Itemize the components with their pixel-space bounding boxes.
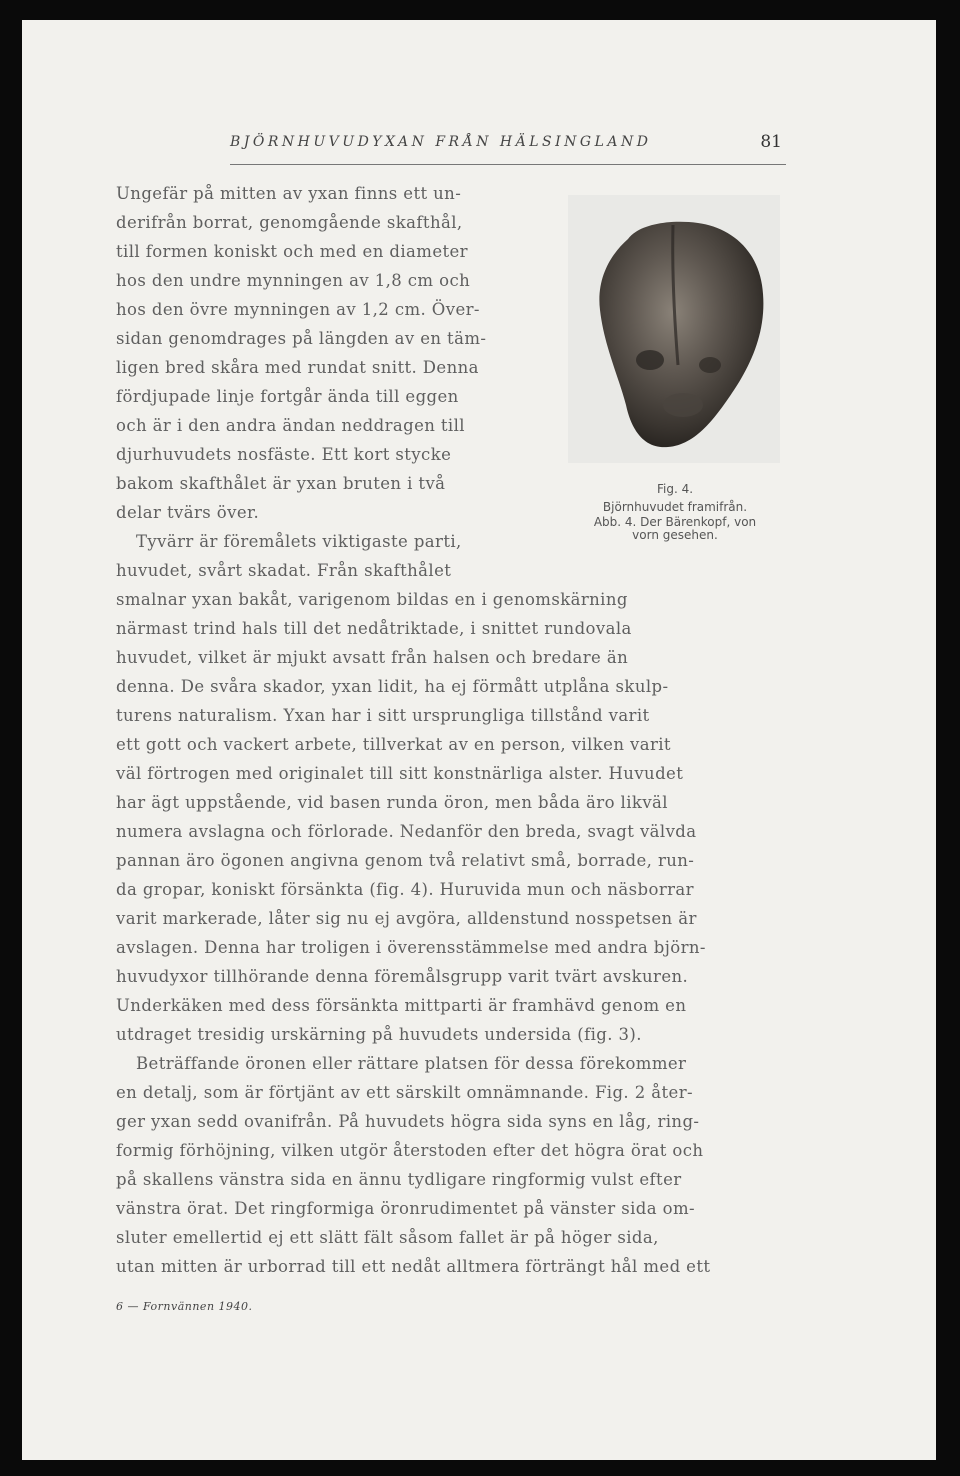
text-line: har ägt uppstående, vid basen runda öron, men båda äro likväl	[116, 793, 668, 812]
text-line: avslagen. Denna har troligen i överensstämmelse med andra björn-	[116, 938, 706, 957]
text-line: varit markerade, låter sig nu ej avgöra, alldenstund nosspetsen är	[116, 909, 697, 928]
text-line: huvudet, vilket är mjukt avsatt från halsen och bredare än	[116, 648, 629, 667]
text-line: huvudyxor tillhörande denna föremålsgrupp varit tvärt avskuren.	[116, 967, 689, 986]
text-line: formig förhöjning, vilken utgör återstoden efter det högra örat och	[116, 1141, 704, 1160]
text-line: till formen koniskt och med en diameter	[116, 242, 468, 261]
figure-label: Fig. 4.	[656, 482, 694, 496]
text-line: utan mitten är urborrad till ett nedåt alltmera förträngt hål med ett	[116, 1257, 711, 1276]
caption-swedish: Björnhuvudet framifrån.	[602, 500, 748, 514]
text-line: och är i den andra ändan neddragen till	[116, 416, 465, 435]
text-line: delar tvärs över.	[116, 503, 260, 522]
running-title: BJÖRNHUVUDYXAN FRÅN HÄLSINGLAND	[230, 134, 652, 150]
text-line: huvudet, svårt skadat. Från skafthålet	[116, 561, 452, 580]
text-line: fördjupade linje fortgår ända till eggen	[116, 387, 459, 406]
text-line: närmast trind hals till det nedåtriktade, i snittet rundovala	[116, 619, 632, 638]
bear-head-image	[568, 195, 780, 463]
figure-caption	[560, 480, 790, 542]
caption-german-line1: Abb. 4. Der Bärenkopf, von	[593, 515, 757, 529]
text-line: derifrån borrat, genomgående skafthål,	[116, 213, 463, 232]
text-line: en detalj, som är förtjänt av ett särskilt omnämnande. Fig. 2 åter-	[116, 1083, 693, 1102]
text-line: sluter emellertid ej ett slätt fält såsom fallet är på höger sida,	[116, 1228, 659, 1247]
text-line: ger yxan sedd ovanifrån. På huvudets högra sida syns en låg, ring-	[116, 1112, 700, 1131]
text-line: sidan genomdrages på längden av en täm-	[116, 329, 487, 348]
text-line: Ungefär på mitten av yxan finns ett un-	[116, 184, 462, 203]
text-line: turens naturalism. Yxan har i sitt ursprungliga tillstånd varit	[116, 706, 650, 725]
text-line: Beträffande öronen eller rättare platsen för dessa förekommer	[136, 1054, 687, 1073]
page-number: 81	[760, 132, 782, 152]
page-footer: 6 — Fornvännen 1940.	[116, 1300, 253, 1313]
text-line: väl förtrogen med originalet till sitt konstnärliga alster. Huvudet	[116, 764, 684, 783]
text-line: da gropar, koniskt försänkta (fig. 4). Huruvida mun och näsborrar	[116, 880, 694, 899]
text-line: ett gott och vackert arbete, tillverkat av en person, vilken varit	[116, 735, 671, 754]
figure-bear-head-photo	[568, 195, 780, 463]
text-line: vänstra örat. Det ringformiga öronrudimentet på vänster sida om-	[116, 1199, 695, 1218]
text-line: numera avslagna och förlorade. Nedanför den breda, svagt välvda	[116, 822, 697, 841]
running-header	[230, 134, 786, 165]
text-line: hos den övre mynningen av 1,2 cm. Över-	[116, 300, 480, 319]
text-line: bakom skafthålet är yxan bruten i två	[116, 474, 446, 493]
text-line: smalnar yxan bakåt, varigenom bildas en i genomskärning	[116, 590, 628, 609]
text-line: ligen bred skåra med rundat snitt. Denna	[116, 358, 479, 377]
text-line: denna. De svåra skador, yxan lidit, ha ej förmått utplåna skulp-	[116, 677, 669, 696]
caption-german-line2: vorn gesehen.	[632, 528, 718, 542]
text-line: utdraget tresidig urskärning på huvudets undersida (fig. 3).	[116, 1025, 642, 1044]
text-line: Tyvärr är föremålets viktigaste parti,	[136, 532, 462, 551]
text-line: pannan äro ögonen angivna genom två relativt små, borrade, run-	[116, 851, 695, 870]
text-line: Underkäken med dess försänkta mittparti är framhävd genom en	[116, 996, 687, 1015]
text-line: djurhuvudets nosfäste. Ett kort stycke	[116, 445, 452, 464]
text-line: på skallens vänstra sida en ännu tydligare ringformig vulst efter	[116, 1170, 682, 1189]
text-line: hos den undre mynningen av 1,8 cm och	[116, 271, 471, 290]
